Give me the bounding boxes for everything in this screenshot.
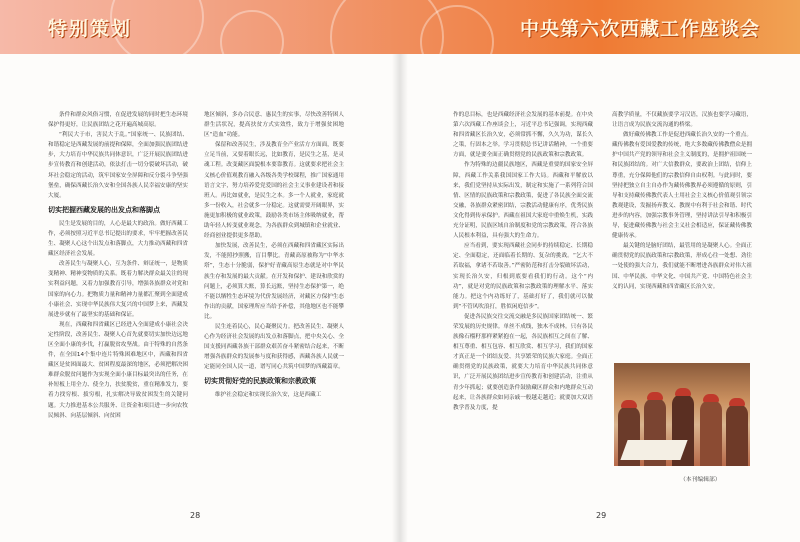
photo-students-reading (614, 363, 750, 466)
hat-shape (703, 394, 719, 402)
page-gutter (392, 54, 408, 542)
text-column-2 (204, 110, 344, 522)
text-column-1 (48, 110, 188, 522)
conference-title: 中央第六次西藏工作座谈会 (519, 18, 760, 40)
paragraph: 加快发展，改善民生，必须在西藏和四省藏区实际出发，不能照抄照搬，盲目攀比。青藏高原被称为“中华水塔”，生态十分脆弱，保护好青藏高原生态就是对中华民族生存和发展的最大贡献。在开发和保护、建设和欣赏的问题上，必须算大账，算长远账，坚持生态保护第一，绝不能以牺牲生态环境为代价发展经济，对藏区方保护生态作出的贡献，国家理所应当给予补偿，其他地区也不能攀比。 (204, 243, 344, 320)
swirl-ornament (220, 10, 284, 54)
paragraph: 民生是发展的目的，人心是最大的政治。做好西藏工作，必须按照习近平总书记提出的要求，牢牢把握改善民生、凝聚人心这个出发点和落脚点，大力推动西藏和四省藏区经济社会发展。 (48, 220, 188, 258)
paragraph: 应当看到，要实现西藏社会同步的持续稳定、长期稳定、全面稳定，还面临着长期的、复杂的挑战。“乞大不若取福，拿诸不若取善。”严密防范和打击分裂破坏活动，实现长治久安，归根到底要看我们的行动。这个“内功”，就是对党的民族政策和宗教政策的理解水平、落实能力。把这个内功练好了，基础打好了，我们就可以做到“不管风吹浪打，胜似闲庭信步”。 (453, 243, 593, 310)
hat-shape (729, 398, 745, 406)
header-banner (0, 0, 800, 54)
page-number-right: 29 (596, 511, 607, 520)
paragraph: 最关键的是脑好团结，最管用的是凝聚人心。全面正确贯彻党的民族政策和宗教政策，形成心往一处想、劲往一处使的强大合力，我们就能不断增进各族群众对伟大祖国、中华民族、中华文化、中国共产党、中国特色社会主义的认同，实现西藏和四省藏区长治久安。 (612, 243, 752, 290)
paragraph: 民生连着民心，民心凝聚民力。把改善民生、凝聚人心作为经济社会发展的出发点和落脚点，把中央关心、全国支援同西藏各族干部群众艰苦奋斗紧密结合起来，不断增强各族群众的发展参与度和获得感，西藏各族人民就一定能同全国人民一道，谱写同心共筑中国梦的西藏篇章。 (204, 323, 344, 371)
hat-shape (675, 388, 691, 396)
paragraph: 高教学质量，不仅藏族要学习汉语，汉族也要学习藏语，让语言成为民族交流沟通的桥梁。 (612, 112, 752, 129)
section-heading: 切实把握西藏发展的出发点和落脚点 (48, 205, 160, 214)
text-column-3 (453, 110, 593, 522)
page-number-left: 28 (190, 511, 201, 520)
paragraph: 条件和群众风俗习惯，在促进发展的同时把生态环境保护得更好，让民族团结之花开遍高城高原。 (48, 112, 188, 129)
person-figure (700, 400, 722, 466)
paragraph: “利民大于市，害民大于乱。”国家统一、民族团结、和谐稳定是西藏发展的前提和保障，全面加强民族团结进步，大力培育中华民族共同体意识，广泛开展民族团结进步宣传教育和创建活动，依法打击一切分裂破坏活动，破坏社会稳定的活动，筑牢国家安全屏障和反分裂斗争坚强堡垒，确保西藏长治久安和全国各族人民幸福安康的坚实大厦。 (48, 132, 188, 199)
section-heading: 切实贯彻好党的民族政策和宗教政策 (204, 377, 316, 386)
paragraph: 保留和改善民生，涉及教育全产业活方方面面，既要立足当前，又要着眼长远，比如教育，是民生之基，是灵魂工程。改变藏区面貌根本要靠教育。这就要求把社会主义核心价值观教育融入各级各类学校课程，推广国家通用语言文字，努力培养爱党爱国的社会主义事业建设者和接班人。再比如就业，是民生之本。多一个人就业，家庭就多一份收入，社会就多一分稳定。这就需要开阔眼界，实施更加积极的就业政策，鼓励各类市场主体吸纳就业，帮助年轻人转变就业观念，为各族群众到城镇和企业就业、经商创业提供更多帮助。 (204, 142, 344, 240)
paragraph: 地区倾斜，多办合民意、惠民生的实事，尽快改善特困人群生活状况，提高扶贫方式实效性，致力于增强贫困地区“造血”功能。 (204, 112, 344, 139)
attribution-caption: （本刊编辑部） (680, 477, 721, 483)
paragraph: 作的总目标，也是西藏经济社会发展的基本前提。在中央第六次西藏工作座谈会上，习近平总书记强调，实现西藏和四省藏区长治久安，必须常抓不懈，久久为功，谋长久之策，行固本之举。学习贯彻总书记讲话精神，一个重要方面，就是要全面正确贯彻党的民族政策和宗教政策。 (453, 112, 593, 159)
person-figure (726, 404, 748, 466)
paragraph: 做好藏传佛教工作是促进西藏长治久安的一个重点。藏传佛教有爱国爱教的传统，绝大多数藏传佛教僧众是拥护中国共产党的领导和社会主义制度的，是拥护祖国统一和民族团结的。对广大信教群众，要政治上团结，信仰上尊重，充分保障他们的宗教信仰自由权利。与此同时，要坚持把独立自主自办作为藏传佛教界必须遵循的原则，引导和支持藏传佛教代表人士用社会主义核心价值观引领宗教观建设，发掘扬弃教义、教规中有利于社会和谐、时代进步的内容，加强宗教事务管理，坚持讲法引导和积极引导，促进藏传佛教与社会主义社会相适应，保证藏传佛教健康传承。 (612, 132, 752, 240)
paragraph: 促进各民族交往交流交融是多民族国家团结统一、繁荣发展的历史规律。单丝不成线，独木不成林。只有各民族像石榴籽那样紧紧抱在一起，各民族相互之间在了解、相互尊重、相互包容、相互欣赏、相互学习，我们的国家才真正是一个团结友爱、共享繁荣的民族大家庭。全面正确贯彻党的民族政策，就要大力培育中华民族共同体意识，广泛开展民族团结进步宣传教育和创建活动，注重从青少年抓起；就要创造条件鼓励藏区群众和内地群众互动起来，让各族群众如同亲戚一般越走越近；就要加大双语教学普及力度，提 (453, 313, 593, 411)
open-book-shape (620, 440, 687, 460)
paragraph: 作为特殊的边疆民族地区，西藏是重要的国家安全屏障，西藏工作关系我国国家工作大局。西藏和平解放以来，我们党坚持从实际出发，制定和实施了一系列符合国情、区情的民族政策和宗教政策，促进了各民族全面交流交融，各族群众紧密团结，宗教活动健康有序，优秀民族文化得到传承保护。西藏在祖国大家庭中重焕生机，实践充分证明，民族区域自治制度和党的宗教政策，符合各族人民根本利益，具有强大的生命力。 (453, 162, 593, 240)
hat-shape (647, 392, 663, 400)
hat-shape (621, 400, 637, 408)
paragraph: 改善民生与凝聚人心，互为条件、辩证统一，是物质变精神、精神变物质的关系。既着力解决群众最关注的现实利益问题，又着力加强教育引导，增强各族群众对党和国家的向心力。把物质力量和精神力量都汇聚到全面建成小康社会、实现中华民族伟大复兴的中国梦上来，西藏发展进步就有了最坚实的基础和保证。 (48, 261, 188, 318)
section-title: 特别策划 (48, 18, 133, 40)
paragraph: 维护社会稳定和实现长治久安，这是西藏工 (215, 392, 322, 399)
text-column-4 (612, 110, 752, 362)
paragraph: 现在，西藏和四省藏区已经进入全面建成小康社会决定性阶段，改善民生、凝聚人心首先就要切实加快边远地区全面小康的步伐，打赢脱贫攻坚战。由于特殊的自然条件，在全国14个集中连片特殊困难地区中，西藏和四省藏区是贫困面最大、贫困程度最深的地区，必须把解决困难群众脱贫问题作为实现全面小康目标最突出的任务，在补短板上用全力、使全力，扶贫脱贫，重在精准发力，要着力找穷根、拔穷根，扎实解决导致贫困发生的关键问题。大力推进基本公共服务、让资金和项目进一步向农牧民倾斜、向基层倾斜、向贫困 (48, 321, 188, 419)
